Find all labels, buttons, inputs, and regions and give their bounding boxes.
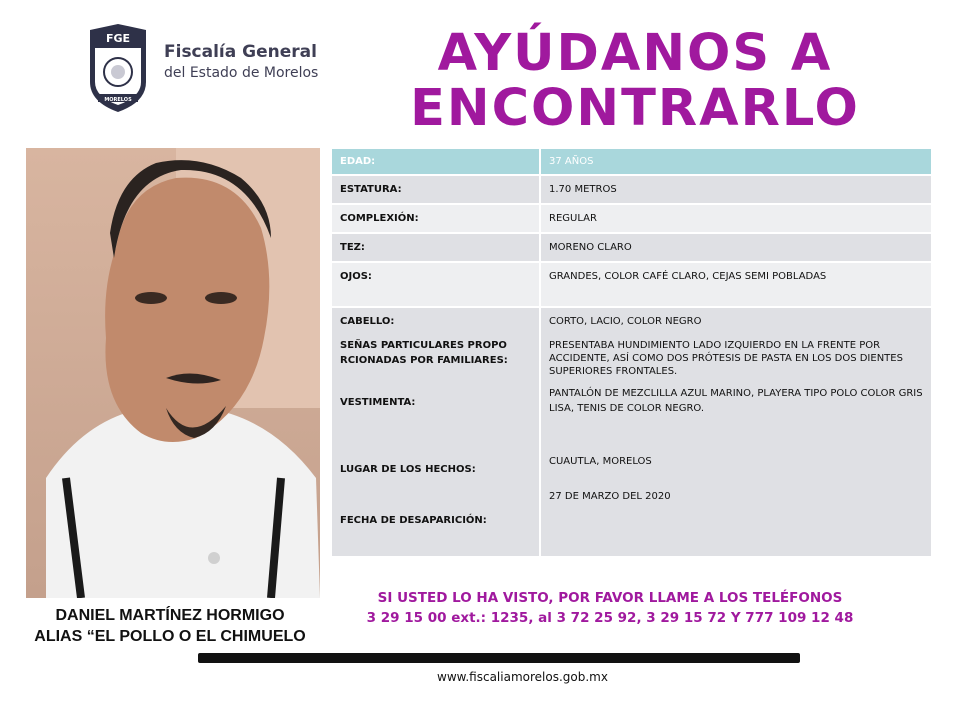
age-label: EDAD: — [331, 148, 540, 175]
divider-bar — [198, 653, 800, 663]
headline — [400, 26, 870, 136]
skin-value: MORENO CLARO — [540, 233, 932, 262]
info-table — [330, 147, 933, 558]
marks-value: PRESENTABA HUNDIMIENTO LADO IZQUIERDO EN LA FRENTE POR ACCIDENTE, ASÍ COMO DOS PRÓTESIS DE PASTA EN LOS DOS DIENTES SUPERIORES FRONTALES. — [549, 340, 903, 377]
person-alias: ALIAS “EL POLLO O EL CHIMUELO — [34, 628, 306, 645]
headline-line-2: ENCONTRARLO — [410, 79, 860, 138]
eyes-value: GRANDES, COLOR CAFÉ CLARO, CEJAS SEMI POBLADAS — [540, 262, 932, 307]
org-name: Fiscalía General — [164, 42, 317, 62]
place-label: LUGAR DE LOS HECHOS: — [340, 464, 476, 475]
marks-label-1: SEÑAS PARTICULARES PROPO — [340, 340, 507, 351]
details-labels — [331, 307, 540, 557]
eyes-label: OJOS: — [331, 262, 540, 307]
marks-label-2: RCIONADAS POR FAMILIARES: — [340, 355, 508, 366]
table-row — [331, 204, 932, 233]
skin-label: TEZ: — [331, 233, 540, 262]
fge-logo — [86, 24, 326, 114]
details-values — [540, 307, 932, 557]
table-row — [331, 262, 932, 307]
build-value: REGULAR — [540, 204, 932, 233]
place-value: CUAUTLA, MORELOS — [549, 456, 652, 467]
headline-line-1: AYÚDANOS A — [437, 24, 833, 83]
date-label: FECHA DE DESAPARICIÓN: — [340, 515, 487, 526]
hair-value: CORTO, LACIO, COLOR NEGRO — [549, 316, 702, 327]
table-row — [331, 148, 932, 175]
person-name: DANIEL MARTÍNEZ HORMIGO — [55, 607, 285, 624]
missing-person-photo — [26, 148, 320, 598]
org-subtitle: del Estado de Morelos — [164, 65, 319, 81]
clothing-value: PANTALÓN DE MEZCLILLA AZUL MARINO, PLAYERA TIPO POLO COLOR GRIS LISA, TENIS DE COLOR NEGRO. — [549, 388, 923, 414]
table-row — [331, 307, 932, 557]
website-url[interactable]: www.fiscaliamorelos.gob.mx — [437, 670, 608, 684]
age-value: 37 AÑOS — [540, 148, 932, 175]
badge-bottom-text: MORELOS — [104, 97, 132, 103]
clothing-label: VESTIMENTA: — [340, 397, 416, 408]
cta-phones: 3 29 15 00 ext.: 1235, al 3 72 25 92, 3 29 15 72 Y 777 109 12 48 — [366, 610, 854, 626]
height-label: ESTATURA: — [331, 175, 540, 204]
person-name-block — [0, 605, 340, 647]
table-row — [331, 233, 932, 262]
badge-text: FGE — [105, 32, 131, 45]
build-label: COMPLEXIÓN: — [331, 204, 540, 233]
fge-badge-icon — [86, 24, 150, 112]
hair-label: CABELLO: — [340, 316, 395, 327]
table-row — [331, 175, 932, 204]
cta-line-1: SI USTED LO HA VISTO, POR FAVOR LLAME A LOS TELÉFONOS — [377, 590, 843, 606]
height-value: 1.70 METROS — [540, 175, 932, 204]
call-to-action — [330, 588, 890, 628]
date-value: 27 DE MARZO DEL 2020 — [549, 491, 671, 502]
